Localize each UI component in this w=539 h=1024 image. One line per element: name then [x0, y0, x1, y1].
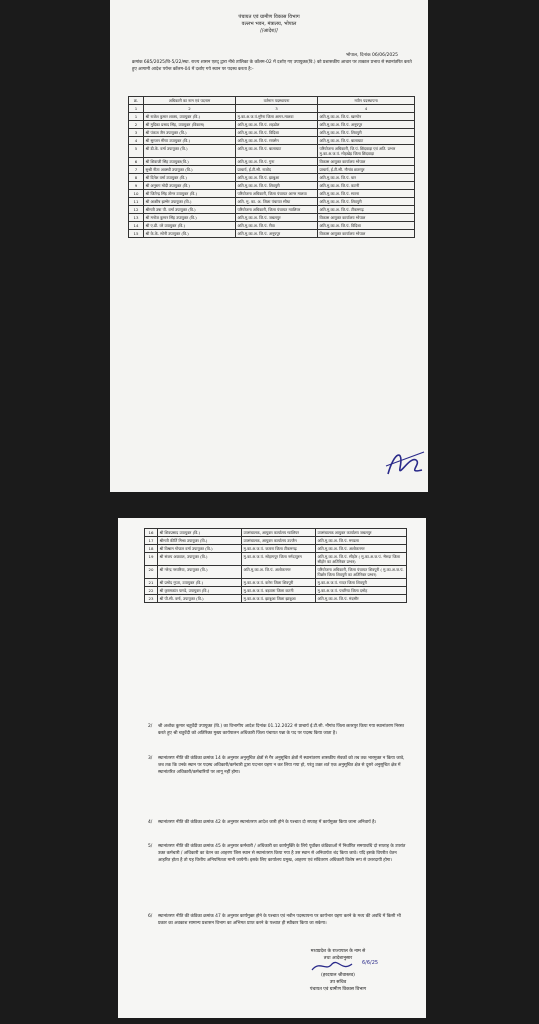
- cell-serial: 2: [129, 121, 144, 129]
- note-text: स्थानांतरण नीति की कंडिका क्रमांक 14 के अनुसार अनुसूचित क्षेत्रों से गैर अनुसूचित क्षेत्रों में स्थानांतरण शासकीय सेवकों को तब तक भारमुक्त न किया जावे, जब तक कि उनके स्थान पर पदस्थ अधिकारी/कर्मचारी द्वारा पदभार ग्रहण न कर लिया गया हो, परंतु उक्त शर्त एक अनुसूचित क्षेत्र से दूसरे अनुसूचित क्षेत्र में स्थानांतरित अधिकारी/कर्मचारियों पर लागू नहीं होगा।: [158, 756, 405, 775]
- cell-current-posting: परियोजना अधिकारी, जिला पंचायत ग्वालियर: [236, 206, 318, 214]
- signature-mark: [308, 958, 368, 974]
- cell-officer: श्री के.के. सोनी उपायुक्त (वि.): [144, 230, 236, 238]
- cell-new-posting: अति.मु.का.अ. जि.पं. शिवपुरी: [318, 198, 415, 206]
- cell-officer: श्री डी.के. वर्मा उपायुक्त (वि.): [144, 145, 236, 158]
- cell-serial: 16: [145, 529, 158, 537]
- cell-new-posting: अति.मु.का.अ. जि.पं. अनूपपुर: [318, 121, 415, 129]
- cell-serial: 19: [145, 553, 158, 566]
- cell-new-posting: मु.का.अ.ज.पं. पथरिया जिला दमोह: [316, 587, 407, 595]
- table-row: [145, 537, 407, 545]
- header-officer: अधिकारी का नाम एवं पदनाम: [144, 97, 236, 105]
- order-intro: [132, 60, 412, 73]
- table-row: [129, 174, 415, 182]
- cell-officer: श्री मुदिका प्रसाद सिंह, उपायुक्त (विकास): [144, 121, 236, 129]
- cell-current-posting: अति.मु.का.अ. जि.पं. शहडोल: [236, 121, 318, 129]
- note-number: 2/: [148, 724, 153, 729]
- cell-current-posting: अति.मु.का.अ. जि.पं. झाबुआ: [236, 174, 318, 182]
- cell-current-posting: अति.मु.का.अ. जि.पं. गुना: [236, 158, 318, 166]
- cell-new-posting: विकास आयुक्त कार्यालय भोपाल: [318, 214, 415, 222]
- cell-serial: 1: [129, 113, 144, 121]
- cell-officer: श्री नरेन्द्र नरवरिया, उपायुक्त (वि.): [158, 566, 242, 579]
- cell-new-posting: उपसंचालक आयुक्त कार्यालय जबलपुर: [316, 529, 407, 537]
- cell-officer: श्री शिवप्रसाद उपायुक्त (वि.): [158, 529, 242, 537]
- transfer-table-1: [128, 96, 415, 238]
- cell-new-posting: अति.मु.का.अ. जि.पं. मंदसौर: [316, 595, 407, 603]
- signature-mark: [382, 444, 428, 484]
- cell-officer: श्री पी.सी. वर्मा, उपायुक्त (वि.): [158, 595, 242, 603]
- cell-new-posting: अति.मु.का.अ. जि.पं. शिवपुरी: [318, 129, 415, 137]
- cell-officer: श्रीमती कीर्ति मिश्रा उपायुक्त (वि.): [158, 537, 242, 545]
- cell-current-posting: उपसंचालक, आयुक्त कार्यालय उज्जैन: [242, 537, 316, 545]
- cell-officer: श्री कृष्णकांत पाण्डे, उपायुक्त (वि.): [158, 587, 242, 595]
- table-row: [145, 579, 407, 587]
- signature-scrawl: [268, 962, 408, 972]
- cell-new-posting: अति.मु.का.अ. जि.पं. सतना: [318, 190, 415, 198]
- note-text: स्थानांतरण नीति की कंडिका क्रमांक 42 के अनुसार स्थानांतरण आदेश जारी होने के पश्चात दो सप्ताह में कार्यमुक्त किया जाना अनिवार्य है।: [158, 820, 377, 825]
- cell-current-posting: मु.का.अ.ज.पं.मुरैना जिला आगर-मालवा: [236, 113, 318, 121]
- note-text: श्री अशोक कुमार चतुर्वेदी उपायुक्त (वि.) का विभागीय आदेश दिनांक 01.12.2022 से प्राचार्य ई.टी.सी. नौगांव जिला छतरपुर किया गया स्थानांतरण निरस्त करते हुए श्री चतुर्वेदी को अतिरिक्त मुख्य कार्यपालन अधिकारी जिला पंचायत पन्ना के पद पर पदस्थ किया जाता है।: [158, 724, 405, 736]
- cell-new-posting: मु.का.अ.ज.पं. गादर जिला शिवपुरी: [316, 579, 407, 587]
- cell-current-posting: मु.का.अ.ज.पं. जतारा जिला टीकमगढ़: [242, 545, 316, 553]
- cell-new-posting: विकास आयुक्त कार्यालय भोपाल: [318, 230, 415, 238]
- cell-officer: सुश्री नीता अवस्थी उपायुक्त (वि.): [144, 166, 236, 174]
- table-row: [129, 137, 415, 145]
- cell-new-posting: अति.मु.का.अ. जि.पं. अशोकनगर: [316, 545, 407, 553]
- place-date: भोपाल, दिनांक 06/06/2025: [345, 53, 398, 58]
- cell-serial: 18: [145, 545, 158, 553]
- note-6: [148, 914, 408, 928]
- cell-current-posting: अति.मु.का.अ. जि.पं. अनूपपुर: [236, 230, 318, 238]
- header-new-posting: नवीन पदस्थापना: [318, 97, 415, 105]
- column-number: 3: [236, 105, 318, 113]
- cell-new-posting: अति.मु.का.अ. जि.पं. सीहोर ( मु.का.अ.ज.पं. भैरुदा जिला सीहोर का अतिरिक्त प्रभार): [316, 553, 407, 566]
- table-row: [129, 121, 415, 129]
- table-row: [129, 230, 415, 238]
- order-number: क्रमांक 685/2025/वि-5/22/स्था.: [132, 60, 190, 65]
- cell-current-posting: अति.मु.का.अ. जि.पं. जबलपुर: [236, 214, 318, 222]
- table-row: [129, 206, 415, 214]
- cell-new-posting: अति.मु.का.अ. जि.पं. खरगोन: [318, 113, 415, 121]
- cell-current-posting: अति. मु. का. अ. जिला पंचायत सीधा: [236, 198, 318, 206]
- cell-current-posting: मु.का.अ.ज.पं. करेरा जिला शिवपुरी: [242, 579, 316, 587]
- cell-serial: 8: [129, 174, 144, 182]
- cell-officer: श्री प्रमोद गुप्ता, उपायुक्त (वि.): [158, 579, 242, 587]
- cell-officer: श्री सुरजन मीणा उपायुक्त (वि.): [144, 137, 236, 145]
- signature-line-1: मध्यप्रदेश के राज्यपाल के नाम से: [310, 949, 366, 954]
- signatory-designation: उप सचिव: [329, 980, 347, 985]
- cell-new-posting: प्राचार्य, ई.टी.सी. नौगांव छतरपुर: [318, 166, 415, 174]
- department-name: पंचायत एवं ग्रामीण विकास विभाग: [238, 14, 300, 20]
- table-row: [129, 190, 415, 198]
- cell-serial: 23: [145, 595, 158, 603]
- table-row: [129, 129, 415, 137]
- table-row: [145, 553, 407, 566]
- order-heading: //आदेश//: [260, 28, 278, 34]
- cell-serial: 20: [145, 566, 158, 579]
- note-3: [148, 756, 408, 776]
- cell-new-posting: परियोजना अधिकारी, जिला पंचायत शिवपुरी ( मु.का.अ.ज.पं. पिछोर जिला शिवपुरी का अतिरिक्त प्रभार): [316, 566, 407, 579]
- cell-serial: 10: [129, 190, 144, 198]
- cell-officer: श्री संजय अग्रवाल, उपायुक्त (वि.): [158, 553, 242, 566]
- cell-current-posting: अति.मु.का.अ. जि.पं. शिवपुरी: [236, 182, 318, 190]
- cell-serial: 22: [145, 587, 158, 595]
- cell-serial: 17: [145, 537, 158, 545]
- cell-officer: श्री पंकज जैन उपायुक्त (वि.): [144, 129, 236, 137]
- cell-serial: 21: [145, 579, 158, 587]
- cell-current-posting: प्राचार्य, ई.टी.सी. राजोद: [236, 166, 318, 174]
- cell-officer: श्री ए.डी. वरे उपायुक्त (वि.): [144, 222, 236, 230]
- table-row: [129, 158, 415, 166]
- signatory-name: (हरदयाल श्रीवास्तव): [321, 973, 355, 978]
- table-row: [145, 545, 407, 553]
- cell-new-posting: अति.मु.का.अ. जि.पं. मण्डला: [316, 537, 407, 545]
- cell-serial: 5: [129, 145, 144, 158]
- cell-new-posting: अति.मु.का.अ. जि.पं. टीकमगढ़: [318, 206, 415, 214]
- cell-current-posting: अति.मु.का.अ. जि.पं. अशोकनगर: [242, 566, 316, 579]
- signature-date: 6/6/25: [362, 960, 379, 966]
- cell-serial: 9: [129, 182, 144, 190]
- column-number-row: [129, 105, 415, 113]
- table-header-row: [129, 97, 415, 105]
- column-number: 2: [144, 105, 236, 113]
- cell-serial: 7: [129, 166, 144, 174]
- note-number: 3/: [148, 756, 153, 761]
- letterhead: [110, 14, 428, 35]
- note-2: [148, 724, 408, 738]
- note-4: [148, 820, 408, 827]
- cell-officer: श्री दिनेश वर्मा उपायुक्त (वि.): [144, 174, 236, 182]
- cell-officer: श्रीमती उषा पी. वर्मा उपायुक्त (वि.): [144, 206, 236, 214]
- note-5: [148, 844, 408, 864]
- cell-new-posting: विकास आयुक्त कार्यालय भोपाल: [318, 158, 415, 166]
- cell-current-posting: परियोजना अधिकारी, जिला पंचायत आगर मालवा: [236, 190, 318, 198]
- note-text: स्थानांतरण नीति की कंडिका क्रमांक 45 के अनुसार कर्मचारी / अधिकारी का कार्यमुक्ति के लिये पूर्वोक्त कंडिकाओं में निर्धारित समयावधि दो सप्ताह के उपरांत उक्त कर्मचारी / अधिकारी का वेतन का आहरण जिस स्थान से स्थानांतरण किया गया है उस स्थान से अनिवार्यतः बंद किया जावे। यदि इसके विपरीत वेतन आहरित होता है तो यह वित्तीय अनियमितता मानी जायेगी। इसके लिए कार्यालय प्रमुख, आहरण एवं संवितरण अधिकारी विशेष रूप से उत्तरदायी होगा।: [158, 844, 406, 863]
- cell-serial: 4: [129, 137, 144, 145]
- table-row: [129, 166, 415, 174]
- cell-new-posting: परियोजना अधिकारी, जि.पं. छिंदवाड़ा एवं अति. प्रभार मु.का.अ.ज.पं. मोहखेड़ जिला छिंदवाड़ा: [318, 145, 415, 158]
- note-number: 6/: [148, 914, 153, 919]
- table-row: [129, 198, 415, 206]
- cell-new-posting: अति.मु.का.अ. जि.पं. धार: [318, 174, 415, 182]
- transfer-table-2: [144, 528, 407, 603]
- table-row: [129, 113, 415, 121]
- cell-current-posting: अति.मु.का.अ. जि.पं. रीवा: [236, 222, 318, 230]
- cell-new-posting: अति.मु.का.अ. जि.पं. विदिशा: [318, 222, 415, 230]
- cell-current-posting: मु.का.अ.ज.पं. सोहागपुर जिला नर्मदापुरम: [242, 553, 316, 566]
- document-page-1: [110, 0, 428, 492]
- table-row: [145, 529, 407, 537]
- column-number: 4: [318, 105, 415, 113]
- cell-officer: श्री विश्राम गोपाल वर्मा उपायुक्त (वि.): [158, 545, 242, 553]
- cell-serial: 12: [129, 206, 144, 214]
- table-row: [129, 182, 415, 190]
- cell-officer: श्री मनोज कुमार सिंह उपायुक्त (वि.): [144, 214, 236, 222]
- cell-current-posting: मु.का.अ.ज.पं. बड़वारा जिला कटनी: [242, 587, 316, 595]
- note-number: 4/: [148, 820, 153, 825]
- cell-officer: श्री राजेश कुमार शाक्य, उपायुक्त (वि.): [144, 113, 236, 121]
- cell-serial: 14: [129, 222, 144, 230]
- cell-new-posting: अति.मु.का.अ. जि.पं. बालाघाट: [318, 137, 415, 145]
- signature-line-2: तथा आदेशानुसार: [323, 956, 353, 961]
- table-row: [129, 222, 415, 230]
- cell-current-posting: अति.मु.का.अ. जि.पं. बालाघाट: [236, 145, 318, 158]
- table-row: [145, 587, 407, 595]
- cell-officer: श्री आशीष झम्मेर उपायुक्त (वि.): [144, 198, 236, 206]
- cell-officer: श्री जितेन्द्र सिंह तोमर उपायुक्त (वि.): [144, 190, 236, 198]
- note-text: स्थानांतरण नीति की कंडिका क्रमांक 47 के अनुसार कार्यमुक्त होने के पश्चात एवं नवीन पदस्थापना पर कार्यभार ग्रहण करने के मध्य की अवधि में किसी भी प्रकार का अवकाश सामान्य प्रशासन विभाग का अभिमत प्राप्त करने के पश्चात ही स्वीकार किया जा सकेगा।: [158, 914, 401, 926]
- signature-block: [268, 948, 408, 993]
- office-address: वल्लभ भवन, मंत्रालय, भोपाल: [241, 21, 297, 27]
- cell-serial: 3: [129, 129, 144, 137]
- table-row: [129, 214, 415, 222]
- column-number: 1: [129, 105, 144, 113]
- cell-current-posting: उपसंचालक, आयुक्त कार्यालय ग्वालियर: [242, 529, 316, 537]
- table-row: [145, 595, 407, 603]
- cell-serial: 11: [129, 198, 144, 206]
- document-page-2: [118, 518, 426, 1018]
- cell-serial: 15: [129, 230, 144, 238]
- table-row: [145, 566, 407, 579]
- cell-officer: श्री अनुराग मोदी उपायुक्त (वि.): [144, 182, 236, 190]
- cell-serial: 6: [129, 158, 144, 166]
- table-row: [129, 145, 415, 158]
- signatory-department: पंचायत एवं ग्रामीण विकास विभाग: [309, 987, 367, 992]
- header-serial: क्र.: [129, 97, 144, 105]
- header-current-posting: वर्तमान पदस्थापना: [236, 97, 318, 105]
- cell-current-posting: अति.मु.का.अ. जि.पं. रायसेन: [236, 137, 318, 145]
- cell-serial: 13: [129, 214, 144, 222]
- cell-new-posting: अति.मु.का.अ. जि.पं. कटनी: [318, 182, 415, 190]
- cell-current-posting: मु.का.अ.ज.पं. झाबुआ जिला झाबुआ: [242, 595, 316, 603]
- note-number: 5/: [148, 844, 153, 849]
- intro-text: राज्य शासन एतद् द्वारा नीचे तालिका के कॉलम-02 में दर्शाए गए उपायुक्त(वि.) को प्रशासकीय आधार पर तत्काल प्रभाव से स्थानांतरित करते हुए आगामी आदेश पर्यन्त कॉलम-04 में दर्शाए गये स्थान पर पदस्थ करता है:-: [132, 60, 412, 72]
- cell-current-posting: अति.मु.का.अ. जि.पं. विदिशा: [236, 129, 318, 137]
- cell-officer: श्री शिवाजी सिंह उपायुक्त(वि.): [144, 158, 236, 166]
